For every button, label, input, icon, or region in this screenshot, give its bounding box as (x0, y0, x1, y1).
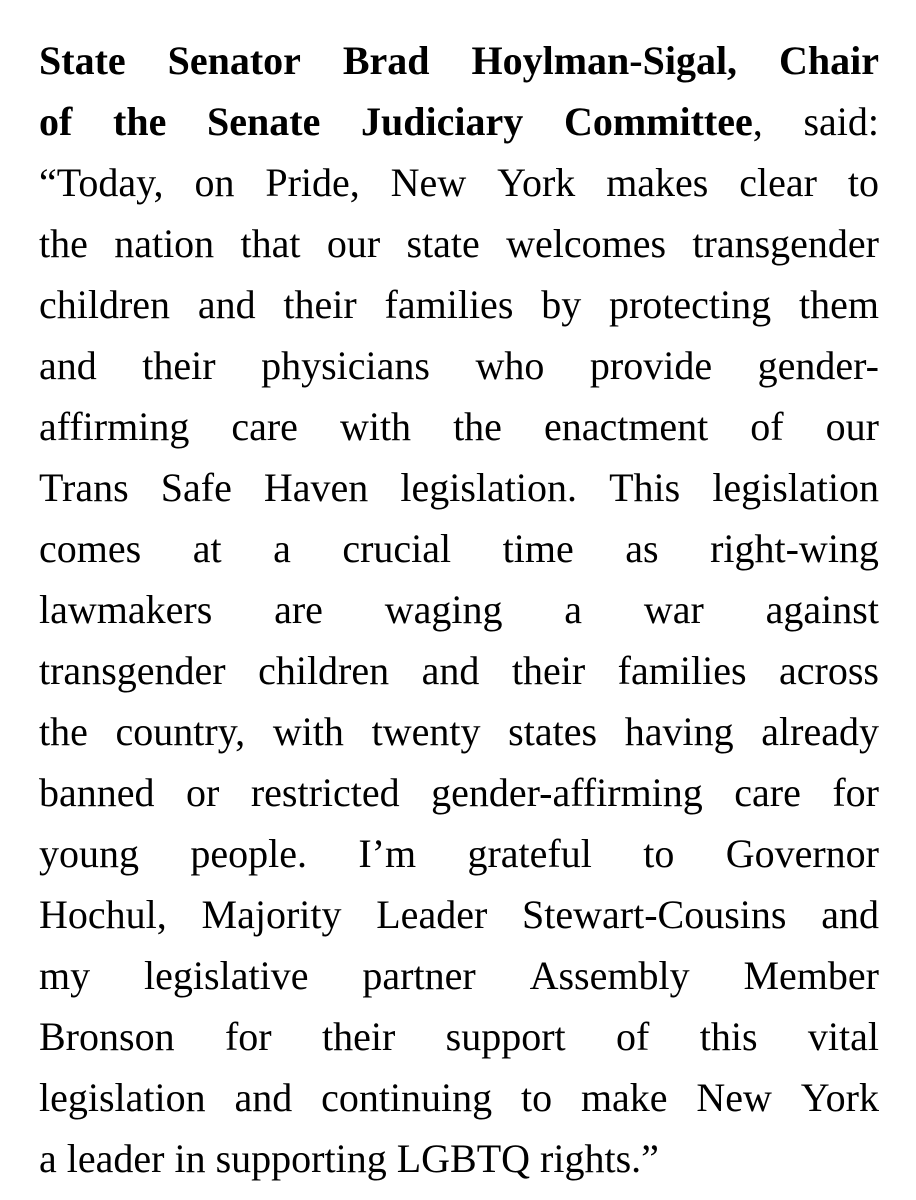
word: restricted (250, 770, 400, 815)
text-line (39, 152, 879, 213)
word: welcomes (506, 221, 667, 266)
word: crucial (342, 526, 452, 571)
text-line (39, 457, 879, 518)
word: support (445, 1014, 566, 1059)
word: provide (589, 343, 713, 388)
word: on (194, 160, 235, 205)
word: legislative (144, 953, 309, 998)
word: Majority (201, 892, 342, 937)
word: and (421, 648, 480, 693)
word: Brad (342, 38, 430, 83)
word: with (272, 709, 344, 754)
word: Bronson (39, 1014, 175, 1059)
word: our (326, 221, 381, 266)
word: the (39, 709, 88, 754)
text-line (39, 823, 879, 884)
word: nation (114, 221, 215, 266)
word: Chair (779, 38, 879, 83)
word: the (113, 99, 167, 144)
word: their (511, 648, 586, 693)
word: country, (115, 709, 246, 754)
word: Senate (207, 99, 321, 144)
text-line (39, 213, 879, 274)
word: I’m (358, 831, 417, 876)
word: their (321, 1014, 396, 1059)
word: children (258, 648, 390, 693)
word: their (142, 343, 216, 388)
word: rights.” (540, 1136, 659, 1181)
word: the (39, 221, 88, 266)
word: affirming (39, 404, 190, 449)
word: Assembly (529, 953, 690, 998)
word: clear (739, 160, 817, 205)
word: York (800, 1075, 879, 1120)
word: vital (807, 1014, 879, 1059)
word: gender-affirming (431, 770, 703, 815)
word: children (39, 282, 171, 327)
word: make (580, 1075, 668, 1120)
word: waging (384, 587, 503, 632)
word: of (616, 1014, 650, 1059)
word: physicians (261, 343, 430, 388)
word: makes (606, 160, 709, 205)
word: continuing (321, 1075, 493, 1120)
word: New (696, 1075, 772, 1120)
word: of (750, 404, 784, 449)
word: in (174, 1136, 206, 1181)
word: families (384, 282, 514, 327)
word: and (234, 1075, 293, 1120)
word: and (197, 282, 256, 327)
word: people. (190, 831, 307, 876)
word: Judiciary (361, 99, 524, 144)
word: banned (39, 770, 155, 815)
word: a (564, 587, 583, 632)
word: that (240, 221, 301, 266)
word: protecting (608, 282, 772, 327)
text-line (39, 1128, 879, 1189)
word: a (39, 1136, 57, 1181)
word: time (502, 526, 574, 571)
word: Committee, (563, 99, 763, 144)
word: the (453, 404, 502, 449)
word: legislation (712, 465, 879, 510)
text-line (39, 701, 879, 762)
text-line (39, 579, 879, 640)
text-line (39, 518, 879, 579)
word: already (761, 709, 879, 754)
word: against (765, 587, 879, 632)
word: legislation. (400, 465, 578, 510)
word: transgender (39, 648, 226, 693)
text-line (39, 335, 879, 396)
word: of (39, 99, 73, 144)
word: this (699, 1014, 758, 1059)
word: war (643, 587, 704, 632)
word: Safe (160, 465, 232, 510)
text-line (39, 1006, 879, 1067)
word: supporting (215, 1136, 387, 1181)
word: lawmakers (39, 587, 213, 632)
text-line (39, 762, 879, 823)
text-line (39, 640, 879, 701)
word: or (186, 770, 220, 815)
word: as (625, 526, 659, 571)
word: partner (362, 953, 476, 998)
word: care (734, 770, 801, 815)
word: families (617, 648, 747, 693)
word: care (231, 404, 298, 449)
word: them (798, 282, 879, 327)
text-line (39, 274, 879, 335)
word: grateful (467, 831, 592, 876)
word: Leader (376, 892, 488, 937)
word: and (821, 892, 879, 937)
word: gender- (757, 343, 879, 388)
text-line (39, 1067, 879, 1128)
word: LGBTQ (396, 1136, 531, 1181)
word: having (624, 709, 734, 754)
word: at (192, 526, 222, 571)
word: twenty (371, 709, 481, 754)
word: young (39, 831, 139, 876)
word: for (832, 770, 879, 815)
word: legislation (39, 1075, 206, 1120)
text-line (39, 30, 879, 91)
word: Member (743, 953, 879, 998)
word: by (541, 282, 582, 327)
word: enactment (543, 404, 709, 449)
word: across (779, 648, 879, 693)
word: our (825, 404, 879, 449)
text-line (39, 884, 879, 945)
word: and (39, 343, 97, 388)
word: for (224, 1014, 272, 1059)
word: Haven (263, 465, 369, 510)
word: Senator (167, 38, 301, 83)
text-line (39, 945, 879, 1006)
word: Trans (39, 465, 129, 510)
word: to (643, 831, 675, 876)
word: their (283, 282, 357, 327)
word: to (520, 1075, 553, 1120)
word: “Today, (39, 160, 164, 205)
word: to (847, 160, 879, 205)
word: a (273, 526, 291, 571)
word: York (497, 160, 576, 205)
word: leader (66, 1136, 165, 1181)
word: are (274, 587, 323, 632)
word: Stewart-Cousins (522, 892, 787, 937)
word: This (609, 465, 681, 510)
word: Hochul, (39, 892, 167, 937)
word: state (406, 221, 480, 266)
word: State (39, 38, 126, 83)
word: Hoylman-Sigal, (471, 38, 738, 83)
word: comes (39, 526, 142, 571)
word: right-wing (710, 526, 879, 571)
word: my (39, 953, 91, 998)
word: Governor (725, 831, 879, 876)
word: who (475, 343, 545, 388)
text-line (39, 396, 879, 457)
press-statement (39, 30, 879, 1189)
word: transgender (692, 221, 879, 266)
word: said: (803, 99, 879, 144)
word: Pride, (265, 160, 360, 205)
word: with (339, 404, 412, 449)
word: states (508, 709, 598, 754)
text-line (39, 91, 879, 152)
word: New (390, 160, 467, 205)
